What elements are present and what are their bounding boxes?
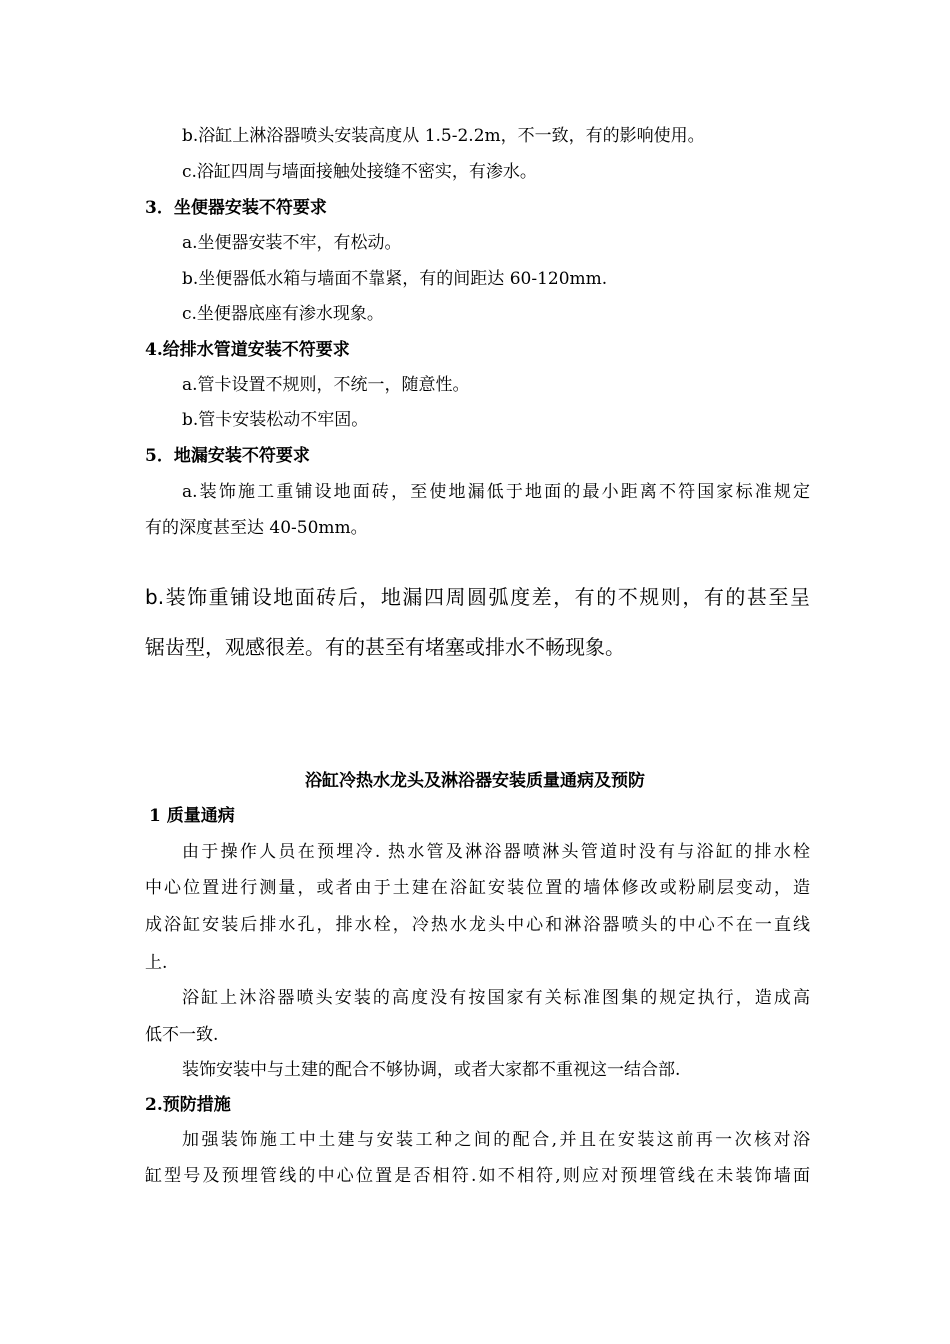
defects-para3: 装饰安装中与土建的配合不够协调，或者大家都不重视这一结合部. <box>182 1060 681 1080</box>
prevention-para-line1: 加强装饰施工中土建与安装工种之间的配合,并且在安装这前再一次核对浴 <box>182 1130 810 1150</box>
defects-para1-line4: 上. <box>145 953 168 973</box>
bathtub-item-b: b.浴缸上淋浴器喷头安装高度从 1.5-2.2m，不一致，有的影响使用。 <box>182 126 705 146</box>
defects-para2-line1: 浴缸上沐浴器喷头安装的高度没有按国家有关标准图集的规定执行，造成高 <box>182 988 810 1008</box>
prevention-para-line2: 缸型号及预埋管线的中心位置是否相符.如不相符,则应对预埋管线在未装饰墙面 <box>145 1166 810 1186</box>
toilet-item-c: c.坐便器底座有渗水现象。 <box>182 304 384 324</box>
pipe-item-b: b.管卡安装松动不牢固。 <box>182 410 369 430</box>
drain-item-a-line1: a.装饰施工重铺设地面砖，至使地漏低于地面的最小距离不符国家标准规定 <box>182 482 810 502</box>
drain-item-a-line2: 有的深度甚至达 40-50mm。 <box>145 518 368 538</box>
drain-item-b-line2: 锯齿型，观感很差。有的甚至有堵塞或排水不畅现象。 <box>145 635 625 659</box>
defects-para1-line2: 中心位置进行测量，或者由于土建在浴缸安装位置的墙体修改或粉刷层变动，造 <box>145 878 810 898</box>
defects-para1-line3: 成浴缸安装后排水孔，排水栓，冷热水龙头中心和淋浴器喷头的中心不在一直线 <box>145 915 810 935</box>
heading-prevention: 2.预防措施 <box>145 1095 231 1115</box>
heading-pipes: 4.给排水管道安装不符要求 <box>145 340 350 360</box>
drain-item-b-line1: b.装饰重铺设地面砖后，地漏四周圆弧度差，有的不规则，有的甚至呈 <box>145 585 810 609</box>
heading-toilet: 3．坐便器安装不符要求 <box>145 198 327 218</box>
toilet-item-b: b.坐便器低水箱与墙面不靠紧，有的间距达 60-120mm. <box>182 269 608 289</box>
bathtub-item-c: c.浴缸四周与墙面接触处接缝不密实，有渗水。 <box>182 162 537 182</box>
pipe-item-a: a.管卡设置不规则，不统一，随意性。 <box>182 375 470 395</box>
heading-floor-drain: 5．地漏安装不符要求 <box>145 446 310 466</box>
defects-para2-line2: 低不一致. <box>145 1025 219 1045</box>
toilet-item-a: a.坐便器安装不牢，有松动。 <box>182 233 402 253</box>
defects-para1-line1: 由于操作人员在预埋冷. 热水管及淋浴器喷淋头管道时没有与浴缸的排水栓 <box>182 842 810 862</box>
section-title: 浴缸冷热水龙头及淋浴器安装质量通病及预防 <box>305 771 645 791</box>
heading-quality-defects: 1 质量通病 <box>149 806 235 826</box>
